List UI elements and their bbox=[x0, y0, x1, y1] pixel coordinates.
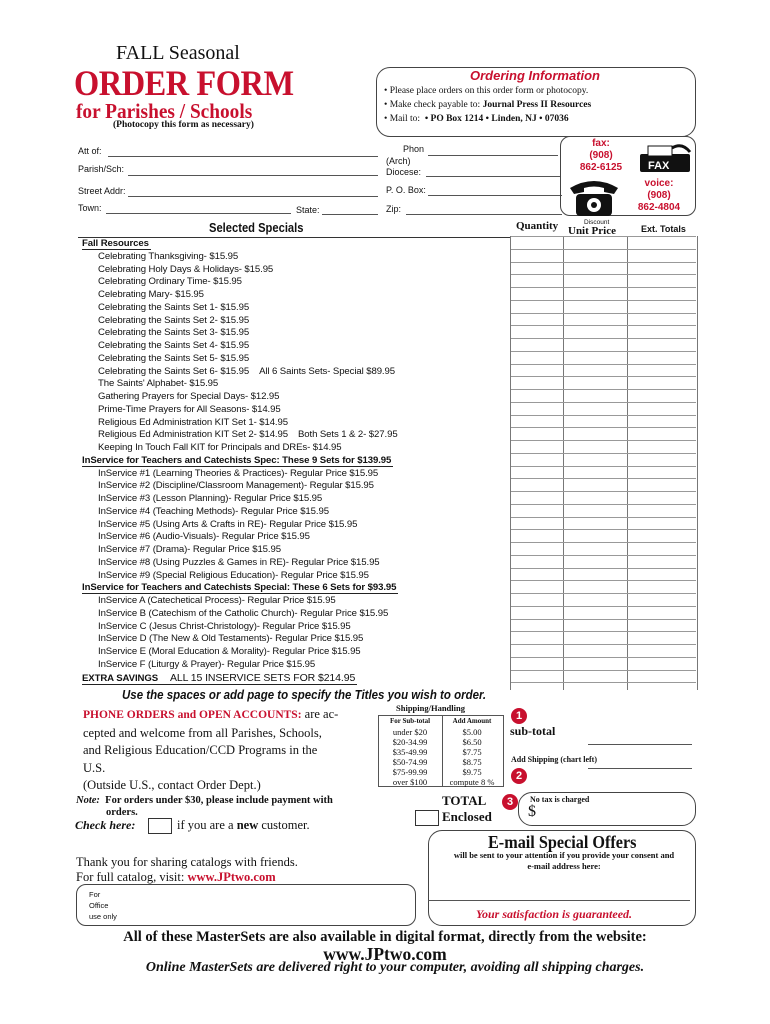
shipping-amount: $8.75 bbox=[462, 757, 482, 767]
shipping-range: over $100 bbox=[392, 777, 428, 787]
phone-orders-heading: PHONE ORDERS and OPEN ACCOUNTS: bbox=[83, 709, 302, 721]
item-label: InService #9 (Special Religious Education)- Regular Price $15.95 bbox=[98, 569, 369, 581]
item-label: InService #1 (Learning Theories & Practices)- Regular Price $15.95 bbox=[98, 467, 379, 479]
fax-label: fax: bbox=[592, 138, 610, 149]
fax-info bbox=[566, 138, 636, 174]
order-row-line[interactable] bbox=[511, 453, 696, 454]
office-use-box bbox=[76, 884, 416, 926]
product-item bbox=[98, 327, 249, 338]
email-offer-title: E-mail Special Offers bbox=[488, 832, 637, 852]
shipping-amount: $7.75 bbox=[462, 747, 482, 757]
item-label: Prime-Time Prayers for All Seasons- $14.95 bbox=[98, 403, 281, 415]
order-row-line[interactable] bbox=[511, 555, 696, 556]
item-label: InService A (Catechetical Process)- Regular Price $15.95 bbox=[98, 595, 336, 606]
shipping-amount: $5.00 bbox=[462, 727, 482, 737]
product-item bbox=[98, 315, 249, 326]
shipping-range: $20-34.99 bbox=[392, 737, 428, 747]
total-label: TOTAL bbox=[442, 793, 487, 808]
note-label: Note: bbox=[76, 795, 100, 806]
order-row-line[interactable] bbox=[511, 593, 696, 594]
order-row-line[interactable] bbox=[511, 529, 696, 530]
product-item bbox=[98, 468, 378, 479]
voice-label: voice: bbox=[644, 178, 674, 189]
phone-orders-text bbox=[83, 706, 338, 795]
section-heading bbox=[82, 582, 398, 594]
order-row-line[interactable] bbox=[511, 657, 696, 658]
product-item bbox=[98, 378, 218, 389]
ordering-line-1: • Please place orders on this order form or photocopy. bbox=[384, 86, 589, 96]
product-item bbox=[98, 251, 238, 262]
product-item bbox=[98, 493, 322, 504]
shipping-row bbox=[379, 777, 503, 787]
item-label: InService for Teachers and Catechists Spec: These 9 Sets for $139.95 bbox=[82, 454, 392, 466]
product-item bbox=[98, 506, 329, 517]
add-shipping-label: Add Shipping (chart left) bbox=[511, 755, 598, 764]
check-text-new: new bbox=[236, 818, 259, 832]
grid-column-divider bbox=[697, 236, 698, 690]
product-item bbox=[98, 659, 315, 670]
shipping-table bbox=[378, 715, 504, 787]
set-special-offer: Both Sets 1 & 2- $27.95 bbox=[297, 429, 398, 441]
product-item bbox=[98, 429, 398, 440]
product-item bbox=[98, 391, 279, 402]
item-label: InService #8 (Using Puzzles & Games in RE)- Regular Price $15.95 bbox=[98, 556, 380, 568]
order-row-line[interactable] bbox=[511, 670, 696, 671]
form-subtitle: for Parishes / Schools bbox=[76, 99, 253, 123]
form-title: ORDER FORM bbox=[74, 63, 294, 103]
item-label: InService for Teachers and Catechists Special: These 6 Sets for $93.95 bbox=[82, 582, 397, 594]
order-row-line[interactable] bbox=[511, 478, 696, 479]
quantity-heading: Quantity bbox=[516, 220, 559, 232]
ordering-line-2-prefix: • Make check payable to: bbox=[384, 100, 483, 110]
state-field[interactable] bbox=[322, 214, 378, 215]
shipping-row bbox=[379, 727, 503, 737]
item-label: InService #4 (Teaching Methods)- Regular Price $15.95 bbox=[98, 505, 329, 517]
product-item bbox=[98, 633, 363, 644]
product-item bbox=[98, 646, 361, 657]
note-text-2: orders. bbox=[106, 807, 138, 818]
product-item bbox=[98, 302, 249, 313]
office-line1: For bbox=[89, 890, 101, 899]
product-item bbox=[98, 366, 395, 377]
voice-number: 862-4804 bbox=[637, 202, 681, 213]
office-use-label bbox=[89, 889, 117, 922]
email-line1: will be sent to your attention if you provide your consent and bbox=[453, 850, 675, 860]
grid-column-divider bbox=[563, 236, 564, 690]
order-row-line[interactable] bbox=[511, 606, 696, 607]
check-text-post: customer. bbox=[258, 818, 310, 832]
town-label: Town: bbox=[78, 203, 102, 213]
footer-line3: Online MasterSets are delivered right to your computer, avoiding all shipping charges. bbox=[145, 960, 645, 975]
product-item bbox=[98, 264, 273, 275]
order-row-line[interactable] bbox=[511, 402, 696, 403]
order-row-line[interactable] bbox=[511, 300, 696, 301]
shipping-amount: $6.50 bbox=[462, 737, 482, 747]
phone-orders-line2: cepted and welcome from all Parishes, Schools, bbox=[83, 725, 322, 740]
item-label: Gathering Prayers for Special Days- $12.95 bbox=[98, 391, 280, 402]
photocopy-note: (Photocopy this form as necessary) bbox=[113, 120, 254, 130]
shipping-row bbox=[379, 747, 503, 757]
unit-price-heading: Unit Price bbox=[568, 225, 616, 237]
item-label: Celebrating the Saints Set 4- $15.95 bbox=[98, 340, 250, 351]
ext-totals-heading: Ext. Totals bbox=[641, 224, 686, 234]
thanks-text bbox=[76, 855, 298, 885]
product-item bbox=[98, 531, 310, 542]
dollar-sign: $ bbox=[528, 803, 536, 820]
shipping-col1: For Sub-total bbox=[389, 717, 431, 725]
order-row-line[interactable] bbox=[511, 262, 696, 263]
shipping-row bbox=[379, 757, 503, 767]
fax-area: (908) bbox=[589, 150, 613, 161]
order-instruction: Use the spaces or add page to specify the Titles you wish to order. bbox=[122, 688, 487, 702]
subtotal-field[interactable] bbox=[588, 744, 692, 745]
order-row-line[interactable] bbox=[511, 542, 696, 543]
town-field[interactable] bbox=[106, 213, 291, 214]
item-label: EXTRA SAVINGS bbox=[82, 672, 158, 684]
order-row-line[interactable] bbox=[511, 376, 696, 377]
guarantee-text: Your satisfaction is guaranteed. bbox=[476, 907, 633, 921]
arch-label: (Arch) bbox=[386, 156, 411, 166]
shipping-field[interactable] bbox=[588, 768, 692, 769]
step-1-badge: 1 bbox=[511, 708, 527, 724]
order-row-line[interactable] bbox=[511, 274, 696, 275]
check-text-pre: if you are a bbox=[177, 818, 237, 832]
item-label: InService D (The New & Old Testaments)- Regular Price $15.95 bbox=[98, 633, 364, 645]
order-row-line[interactable] bbox=[511, 466, 696, 467]
shipping-range: $50-74.99 bbox=[392, 757, 428, 767]
phone-label: Phon bbox=[403, 144, 425, 154]
item-label: InService #2 (Discipline/Classroom Management)- Regular $15.95 bbox=[98, 480, 374, 492]
product-item bbox=[98, 595, 336, 606]
product-item bbox=[98, 353, 249, 364]
parish-field[interactable] bbox=[128, 175, 378, 176]
item-label: Celebrating the Saints Set 3- $15.95 bbox=[98, 327, 250, 339]
shipping-range: $75-99.99 bbox=[392, 767, 428, 777]
set-special-offer: All 6 Saints Sets- Special $89.95 bbox=[259, 365, 395, 377]
order-row-line[interactable] bbox=[511, 415, 696, 416]
product-item bbox=[98, 557, 380, 568]
enclosed-checkbox[interactable] bbox=[415, 810, 439, 826]
item-label: InService B (Catechism of the Catholic Church)- Regular Price $15.95 bbox=[98, 607, 389, 619]
product-item bbox=[98, 442, 342, 453]
product-item bbox=[98, 276, 242, 287]
order-row-line[interactable] bbox=[511, 313, 696, 314]
item-label: InService E (Moral Education & Morality)- Regular Price $15.95 bbox=[98, 646, 361, 657]
pobox-label: P. O. Box: bbox=[386, 185, 426, 195]
ordering-line-3 bbox=[384, 114, 569, 124]
item-label: Celebrating Holy Days & Holidays- $15.95 bbox=[98, 263, 274, 275]
item-label: InService #3 (Lesson Planning)- Regular Price $15.95 bbox=[98, 493, 323, 504]
product-item bbox=[98, 544, 281, 555]
order-row-line[interactable] bbox=[511, 236, 696, 237]
phone-field[interactable] bbox=[428, 155, 558, 156]
email-field[interactable] bbox=[428, 900, 690, 901]
shipping-row bbox=[379, 767, 503, 777]
office-line3: use only bbox=[89, 912, 117, 921]
order-row-line[interactable] bbox=[511, 338, 696, 339]
new-customer-checkbox[interactable] bbox=[148, 818, 172, 834]
shipping-row bbox=[379, 737, 503, 747]
order-row-line[interactable] bbox=[511, 644, 696, 645]
telephone-icon bbox=[566, 174, 622, 218]
office-line2: Office bbox=[89, 901, 109, 910]
order-row-line[interactable] bbox=[511, 440, 696, 441]
step-2-badge: 2 bbox=[511, 768, 527, 784]
shipping-header-row bbox=[379, 717, 503, 725]
product-item bbox=[82, 672, 357, 685]
email-line2: e-mail address here: bbox=[527, 861, 601, 871]
phone-orders-line4: U.S. bbox=[83, 760, 106, 775]
footer-url[interactable]: www.JPtwo.com bbox=[323, 944, 447, 964]
ordering-line-2 bbox=[384, 100, 591, 110]
order-row-line[interactable] bbox=[511, 351, 696, 352]
product-item bbox=[98, 608, 388, 619]
item-label: InService #6 (Audio-Visuals)- Regular Price $15.95 bbox=[98, 531, 310, 543]
product-item bbox=[98, 404, 281, 415]
item-label: Celebrating the Saints Set 1- $15.95 bbox=[98, 301, 250, 313]
footer-line1: All of these MasterSets are also available in digital format, directly from the website: bbox=[123, 929, 647, 945]
step-3-badge: 3 bbox=[502, 794, 518, 810]
item-label: Religious Ed Administration KIT Set 2- $14.95 bbox=[98, 429, 288, 441]
zip-field[interactable] bbox=[406, 214, 562, 215]
order-row-line[interactable] bbox=[511, 517, 696, 518]
product-item bbox=[98, 289, 204, 300]
note bbox=[76, 795, 333, 819]
shipping-range: under $20 bbox=[392, 727, 428, 737]
attn-field[interactable] bbox=[108, 156, 378, 157]
order-row-line[interactable] bbox=[511, 619, 696, 620]
parish-label: Parish/Sch: bbox=[78, 164, 125, 174]
discount-label: Discount bbox=[584, 219, 610, 226]
email-offer-text bbox=[432, 850, 696, 872]
item-label: Celebrating the Saints Set 6- $15.95 bbox=[98, 365, 250, 377]
shipping-heading: Shipping/Handling bbox=[396, 703, 465, 713]
shipping-col2: Add Amount bbox=[452, 717, 492, 725]
fax-machine-icon bbox=[638, 142, 692, 174]
diocese-label: Diocese: bbox=[386, 167, 422, 177]
thanks-line2-prefix: For full catalog, visit: bbox=[76, 870, 188, 884]
item-label: InService #7 (Drama)- Regular Price $15.95 bbox=[98, 544, 281, 555]
product-item bbox=[98, 621, 351, 632]
item-label: Religious Ed Administration KIT Set 1- $14.95 bbox=[98, 416, 288, 428]
enclosed-label: Enclosed bbox=[442, 809, 492, 824]
season-title: FALL Seasonal bbox=[116, 42, 240, 64]
item-label: Celebrating the Saints Set 2- $15.95 bbox=[98, 314, 250, 326]
shipping-amount: compute 8 % bbox=[449, 777, 495, 787]
product-item bbox=[98, 340, 249, 351]
shipping-amount: $9.75 bbox=[462, 767, 482, 777]
order-row-line[interactable] bbox=[511, 682, 696, 683]
order-row-line[interactable] bbox=[511, 325, 696, 326]
order-grid bbox=[510, 236, 696, 690]
shipping-range: $35-49.99 bbox=[392, 747, 428, 757]
pobox-field[interactable] bbox=[428, 195, 562, 196]
phone-orders-line1: are ac- bbox=[301, 707, 339, 721]
item-label: Celebrating Thanksgiving- $15.95 bbox=[98, 250, 239, 262]
item-label: The Saints' Alphabet- $15.95 bbox=[98, 378, 219, 390]
item-label: Celebrating Ordinary Time- $15.95 bbox=[98, 276, 242, 288]
item-label: InService #5 (Using Arts & Crafts in RE)- Regular Price $15.95 bbox=[98, 518, 358, 530]
payee-name: Journal Press II Resources bbox=[482, 100, 592, 110]
order-row-line[interactable] bbox=[511, 580, 696, 581]
order-row-line[interactable] bbox=[511, 631, 696, 632]
voice-area: (908) bbox=[647, 190, 671, 201]
product-item bbox=[98, 570, 369, 581]
thanks-line1: Thank you for sharing catalogs with friends. bbox=[76, 855, 298, 869]
phone-orders-line5: (Outside U.S., contact Order Dept.) bbox=[83, 778, 261, 792]
item-label: InService C (Jesus Christ-Christology)- Regular Price $15.95 bbox=[98, 620, 351, 632]
item-label: Fall Resources bbox=[82, 238, 149, 249]
zip-label: Zip: bbox=[386, 204, 402, 214]
selected-specials-heading: Selected Specials bbox=[209, 220, 304, 235]
grid-column-divider bbox=[627, 236, 628, 690]
order-row-line[interactable] bbox=[511, 491, 696, 492]
attn-label: Att of: bbox=[78, 146, 102, 156]
savings-offer: ALL 15 INSERVICE SETS FOR $214.95 bbox=[170, 671, 356, 684]
new-customer-text bbox=[177, 818, 310, 833]
order-row-line[interactable] bbox=[511, 364, 696, 365]
order-row-line[interactable] bbox=[511, 389, 696, 390]
order-row-line[interactable] bbox=[511, 249, 696, 250]
item-label: InService F (Liturgy & Prayer)- Regular Price $15.95 bbox=[98, 658, 316, 670]
street-field[interactable] bbox=[128, 196, 378, 197]
no-tax-label: No tax is charged bbox=[530, 795, 590, 804]
product-item bbox=[98, 417, 288, 428]
order-row-line[interactable] bbox=[511, 427, 696, 428]
diocese-field[interactable] bbox=[426, 176, 560, 177]
ordering-info-heading: Ordering Information bbox=[470, 68, 600, 83]
state-label: State: bbox=[296, 205, 320, 215]
section-heading bbox=[82, 455, 393, 467]
fax-number: 862-6125 bbox=[579, 162, 623, 173]
order-row-line[interactable] bbox=[511, 568, 696, 569]
check-here-label: Check here: bbox=[75, 818, 136, 832]
mail-to-label: • Mail to: bbox=[384, 114, 421, 124]
product-item bbox=[98, 480, 374, 491]
item-label: Celebrating Mary- $15.95 bbox=[98, 289, 204, 300]
voice-info bbox=[624, 178, 694, 214]
street-label: Street Addr: bbox=[78, 186, 126, 196]
fax-logo-text: FAX bbox=[648, 160, 670, 172]
section-heading bbox=[82, 238, 151, 250]
product-item bbox=[98, 519, 357, 530]
order-row-line[interactable] bbox=[511, 504, 696, 505]
note-text: For orders under $30, please include payment with bbox=[105, 795, 333, 806]
order-row-line[interactable] bbox=[511, 287, 696, 288]
item-label: Keeping In Touch Fall KIT for Principals and DREs- $14.95 bbox=[98, 442, 342, 453]
website-link[interactable]: www.JPtwo.com bbox=[187, 870, 276, 884]
item-label: Celebrating the Saints Set 5- $15.95 bbox=[98, 352, 250, 364]
subtotal-label: sub-total bbox=[510, 724, 556, 738]
phone-orders-line3: and Religious Education/CCD Programs in the bbox=[83, 743, 318, 757]
mail-address: • PO Box 1214 • Linden, NJ • 07036 bbox=[424, 114, 569, 124]
